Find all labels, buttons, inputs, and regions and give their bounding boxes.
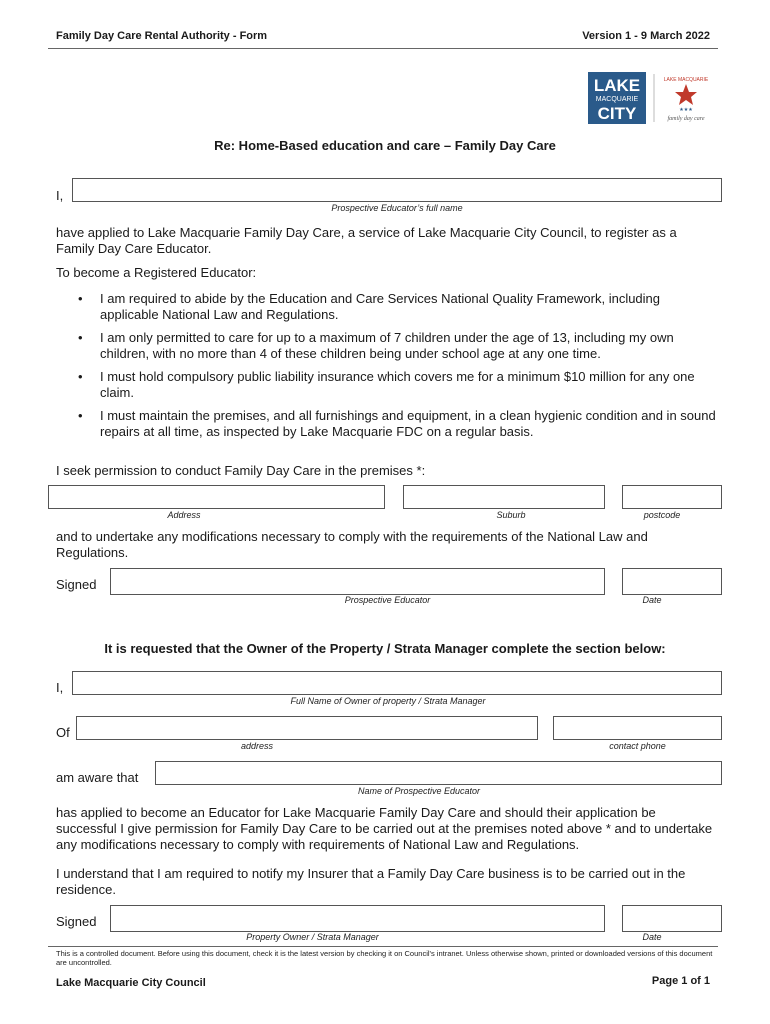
logo-badge-sub: family day care	[667, 116, 705, 122]
version-label: Version 1 - 9 March 2022	[582, 30, 710, 42]
footer-disclaimer: This is a controlled document. Before using this document, check it is the latest version by checking it on Council's intranet. Unless otherwise shown, printed or downloaded versions of this document are uncontrolled.	[56, 949, 713, 967]
owner-date-caption: Date	[642, 932, 662, 942]
address-field[interactable]	[48, 485, 385, 509]
postcode-caption: postcode	[643, 510, 681, 520]
list-item: • I must hold compulsory public liability insurance which covers me for a minimum $10 million for any one claim.	[78, 369, 718, 401]
owner-signed-label: Signed	[56, 914, 97, 929]
seek-permission-text: I seek permission to conduct Family Day Care in the premises *:	[56, 463, 426, 478]
list-item: • I must maintain the premises, and all furnishings and equipment, in a clean hygienic condition and in sound repairs at all time, as inspected by Lake Macquarie FDC on a regular basis.	[78, 408, 718, 440]
header-divider	[48, 48, 718, 49]
educator-signature-field[interactable]	[110, 568, 605, 595]
educator-date-caption: Date	[642, 595, 662, 605]
owner-name-field[interactable]	[72, 671, 722, 695]
of-label: Of	[56, 725, 70, 740]
owner-i-label: I,	[56, 680, 64, 695]
logo-line1: LAKE	[593, 76, 641, 95]
suburb-field[interactable]	[403, 485, 605, 509]
requirements-list	[78, 291, 718, 447]
owner-section-heading: It is requested that the Owner of the Property / Strata Manager complete the section below:	[104, 641, 666, 656]
owner-address-field[interactable]	[76, 716, 538, 740]
owner-address-caption: address	[240, 741, 274, 751]
list-item: • I am only permitted to care for up to a maximum of 7 children under the age of 13, including my own children, with no more than 4 of these children being under school age at any one time.	[78, 330, 718, 362]
contact-phone-field[interactable]	[553, 716, 722, 740]
logo-badge-text: LAKE MACQUARIE	[663, 77, 709, 83]
list-item: • I am required to abide by the Education and Care Services National Quality Framework, including applicable National Law and Regulations.	[78, 291, 718, 323]
logo-line2: MACQUARIE	[595, 96, 639, 103]
educator-signature-caption: Prospective Educator	[344, 595, 431, 605]
owner-signature-field[interactable]	[110, 905, 605, 932]
re-heading: Re: Home-Based education and care – Family Day Care	[214, 138, 556, 153]
suburb-caption: Suburb	[496, 510, 526, 520]
owner-date-field[interactable]	[622, 905, 722, 932]
contact-phone-caption: contact phone	[609, 741, 666, 751]
undertake-paragraph: and to undertake any modifications necessary to comply with the requirements of the National Law and Regulations.	[56, 529, 648, 560]
address-caption: Address	[167, 510, 201, 520]
educator-name-caption: Prospective Educator’s full name	[331, 203, 463, 213]
owner-permission-paragraph: has applied to become an Educator for Lake Macquarie Family Day Care and should their application be successful I give permission for Family Day Care to be carried out at the premises noted above * and to undertake any modifications necessary to comply with requirements of National Law and Regulations.	[56, 805, 713, 852]
i-label: I,	[56, 188, 64, 203]
aware-label: am aware that	[56, 770, 139, 785]
svg-text:★★★: ★★★	[679, 107, 693, 113]
postcode-field[interactable]	[622, 485, 722, 509]
prospective-educator-caption: Name of Prospective Educator	[357, 786, 481, 796]
footer-divider	[48, 946, 718, 947]
educator-name-field[interactable]	[72, 178, 722, 202]
signed-label: Signed	[56, 577, 97, 592]
owner-name-caption: Full Name of Owner of property / Strata Manager	[290, 696, 486, 706]
lake-macquarie-city-logo	[588, 72, 716, 124]
page-number: Page 1 of 1	[651, 975, 710, 987]
logo-line3: CITY	[597, 104, 637, 123]
prospective-educator-name-field[interactable]	[155, 761, 722, 785]
insurer-paragraph: I understand that I am required to notify my Insurer that a Family Day Care business is to be carried out in the residence.	[56, 866, 686, 897]
footer-council-name: Lake Macquarie City Council	[56, 977, 206, 989]
applied-paragraph: have applied to Lake Macquarie Family Day Care, a service of Lake Macquarie City Council, to register as a Family Day Care Educator.	[56, 225, 677, 256]
become-text: To become a Registered Educator:	[56, 265, 257, 280]
star-icon	[675, 84, 697, 105]
form-title: Family Day Care Rental Authority - Form	[56, 30, 268, 42]
owner-signature-caption: Property Owner / Strata Manager	[246, 932, 379, 942]
educator-date-field[interactable]	[622, 568, 722, 595]
